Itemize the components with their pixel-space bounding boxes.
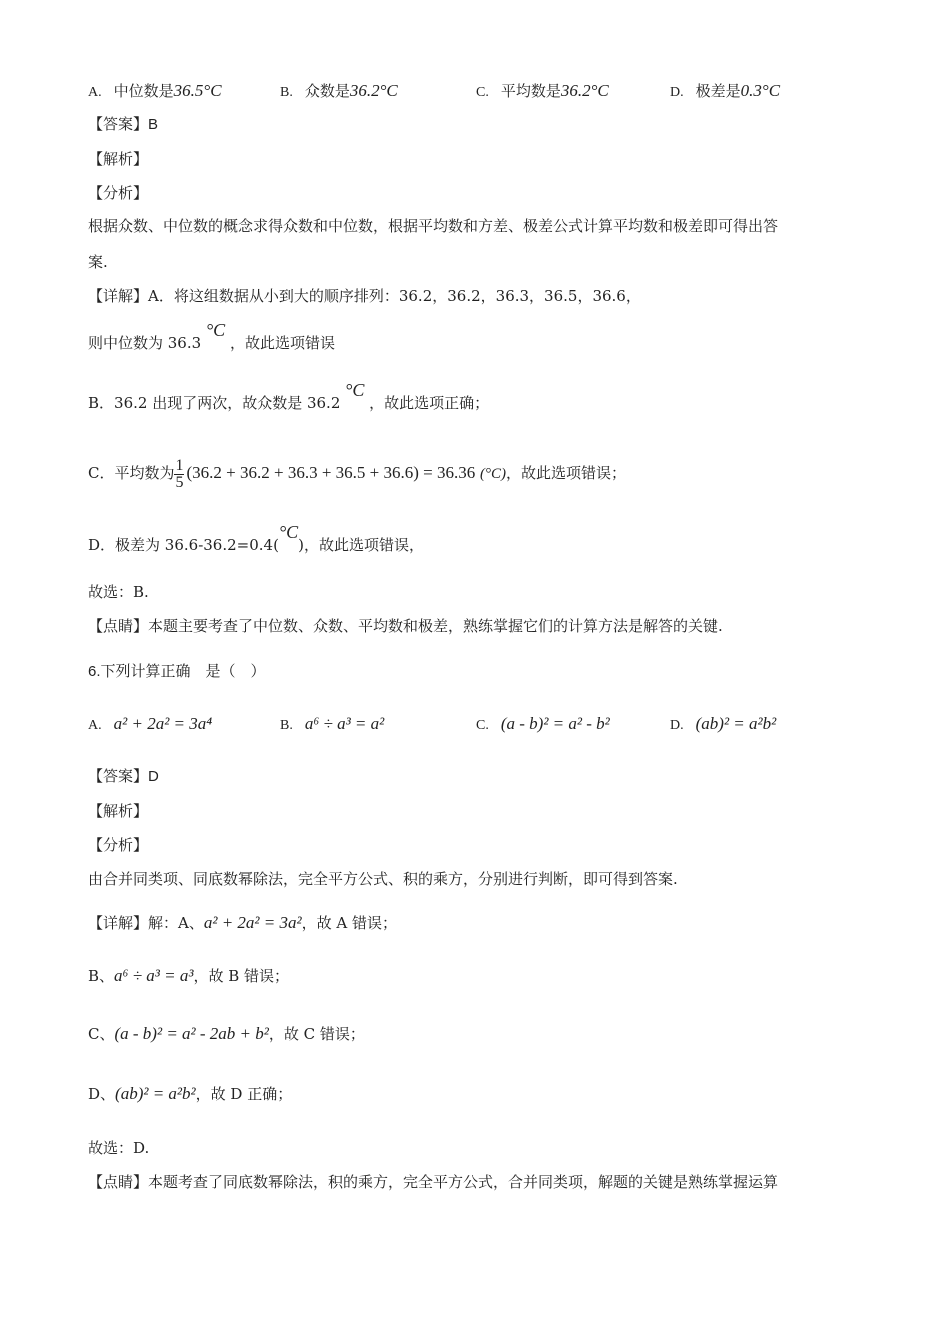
q6-detail-c xyxy=(88,1024,365,1044)
detail-c-pre: C、 xyxy=(88,1025,115,1043)
q6-answer xyxy=(88,766,159,787)
detail-c-pre: C．平均数为 xyxy=(88,464,175,482)
q6-fenxi-heading: 【分析】 xyxy=(88,836,149,854)
mean-expression: (36.2 + 36.2 + 36.3 + 36.5 + 36.6) = 36.36 xyxy=(186,463,476,482)
q5-detail-a xyxy=(88,286,641,306)
option-label: A. xyxy=(88,85,102,100)
option-math: (ab)² = a²b² xyxy=(695,714,777,733)
q5-option-d xyxy=(670,80,780,101)
detail-a-math: a² + 2a² = 3a² xyxy=(203,913,302,932)
answer-value: B xyxy=(148,116,159,133)
q5-fenxi-heading: 【分析】 xyxy=(88,184,149,202)
q5-option-b xyxy=(280,80,398,101)
q5-dianjing xyxy=(88,616,723,636)
detail-b-pre: B．36.2 出现了两次，故众数是 36.2 xyxy=(88,394,341,412)
q6-option-c xyxy=(476,714,610,734)
detail-d-post: ，故 D 正确； xyxy=(195,1085,293,1103)
detail-b-pre: B、 xyxy=(88,967,115,985)
q5-answer xyxy=(88,114,158,135)
option-text: 极差是 xyxy=(695,82,741,100)
option-math: 36.2°C xyxy=(349,81,398,100)
option-math: a⁶ ÷ a³ = a² xyxy=(304,714,385,733)
detail-c-post: ，故 C 错误； xyxy=(268,1025,365,1043)
fraction-denominator: 5 xyxy=(175,473,184,491)
option-math: (a - b)² = a² - b² xyxy=(500,714,610,733)
detail-c-math: (a - b)² = a² - 2ab + b² xyxy=(114,1024,269,1043)
q6-jiexi-heading: 【解析】 xyxy=(88,802,149,820)
question-stem: 下列计算正确 是（ ） xyxy=(100,662,266,680)
unit-celsius: °C xyxy=(205,320,226,340)
q5-detail-d xyxy=(88,522,425,555)
detail-tag: 【详解】 xyxy=(88,914,149,932)
q6-option-a xyxy=(88,714,212,734)
dianjing-tag: 【点睛】 xyxy=(88,1173,149,1191)
detail-d-pre: D、 xyxy=(88,1085,116,1103)
dianjing-text: 本题考查了同底数幂除法，积的乘方，完全平方公式，合并同类项，解题的关键是熟练掌握运算 xyxy=(148,1173,779,1191)
detail-tag: 【详解】 xyxy=(88,287,149,305)
q5-analysis-line1: 根据众数、中位数的概念求得众数和中位数，根据平均数和方差、极差公式计算平均数和极差即可得出答 xyxy=(88,217,779,235)
option-math: a² + 2a² = 3a⁴ xyxy=(113,714,213,733)
detail-d-pre: D．极差为 36.6-36.2=0.4( xyxy=(88,536,279,554)
detail-c-post: ，故此选项错误； xyxy=(506,464,627,482)
option-math: 36.2°C xyxy=(560,81,609,100)
detail-a2-post: ，故此选项错误 xyxy=(229,334,335,352)
detail-b-math: a⁶ ÷ a³ = a³ xyxy=(114,966,194,985)
q5-option-a xyxy=(88,80,222,101)
detail-d-math: (ab)² = a²b² xyxy=(115,1084,196,1103)
q5-detail-c xyxy=(88,446,626,501)
dianjing-tag: 【点睛】 xyxy=(88,617,149,635)
q5-detail-b xyxy=(88,380,490,413)
option-math: 0.3°C xyxy=(740,81,781,100)
unit-celsius: °C xyxy=(345,380,365,400)
unit-celsius-paren: (°C) xyxy=(480,466,507,482)
option-label: C. xyxy=(476,718,489,733)
option-text: 众数是 xyxy=(304,82,350,100)
answer-value: D xyxy=(148,768,159,785)
detail-d-post: )，故此选项错误， xyxy=(298,536,425,554)
q6-conclusion: 故选：D. xyxy=(88,1139,150,1157)
option-text: 平均数是 xyxy=(500,82,561,100)
q5-conclusion: 故选：B. xyxy=(88,583,149,601)
fraction-numerator: 1 xyxy=(175,456,184,474)
q5-detail-a2 xyxy=(88,320,335,353)
option-label: C. xyxy=(476,85,489,100)
fraction xyxy=(174,458,184,491)
q6-stem xyxy=(88,661,266,682)
detail-b-post: ，故 B 错误； xyxy=(193,967,289,985)
detail-a-text: A．将这组数据从小到大的顺序排列：36.2，36.2，36.3，36.5，36.6， xyxy=(148,287,641,305)
q6-option-d xyxy=(670,714,776,734)
q6-detail-b xyxy=(88,966,289,986)
detail-a-pre: 解：A、 xyxy=(148,914,204,932)
detail-b-post: ，故此选项正确； xyxy=(369,394,490,412)
q6-option-b xyxy=(280,714,384,734)
option-text: 中位数是 xyxy=(113,82,174,100)
q6-dianjing xyxy=(88,1172,778,1192)
q5-analysis-line2: 案. xyxy=(88,253,108,271)
unit-celsius: °C xyxy=(278,522,299,542)
q6-detail-d xyxy=(88,1084,292,1104)
q6-analysis: 由合并同类项、同底数幂除法，完全平方公式、积的乘方，分别进行判断，即可得到答案. xyxy=(88,870,678,888)
option-label: D. xyxy=(670,718,684,733)
dianjing-text: 本题主要考查了中位数、众数、平均数和极差，熟练掌握它们的计算方法是解答的关键. xyxy=(148,617,723,635)
option-math: 36.5°C xyxy=(173,81,222,100)
answer-tag: 【答案】 xyxy=(88,115,149,133)
detail-a2-pre: 则中位数为 36.3 xyxy=(88,334,202,352)
option-label: B. xyxy=(280,85,293,100)
question-number: 6. xyxy=(88,663,101,680)
option-label: A. xyxy=(88,718,102,733)
detail-a-post: ，故 A 错误； xyxy=(301,914,397,932)
q5-option-c xyxy=(476,80,609,101)
option-label: B. xyxy=(280,718,293,733)
q5-jiexi-heading: 【解析】 xyxy=(88,150,149,168)
q6-detail-a xyxy=(88,913,397,933)
option-label: D. xyxy=(670,85,684,100)
answer-tag: 【答案】 xyxy=(88,767,149,785)
